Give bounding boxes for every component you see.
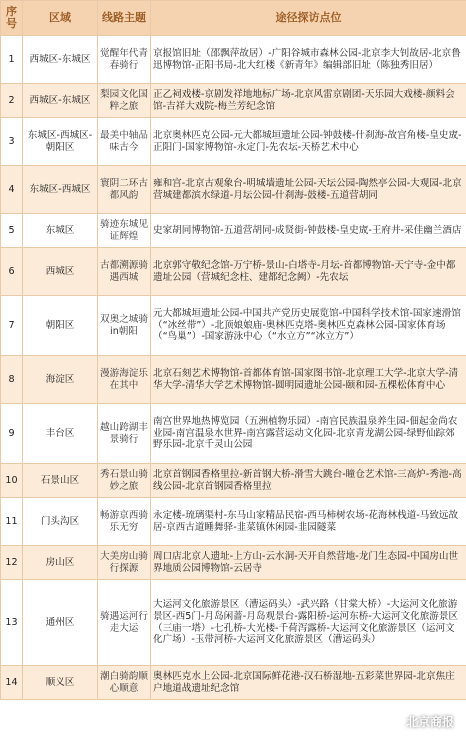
row-area: 东城区 <box>23 214 98 248</box>
row-route: 史家胡同博物馆-五道营胡同-成贤街-钟鼓楼-皇史宬-王府井-采佳幽兰酒店 <box>151 214 466 248</box>
table-row <box>1 498 466 546</box>
row-route: 奥林匹克水上公园-北京国际鲜花港-汉石桥湿地-五彩菜世界园-北京焦庄户地道战遗址纪念馆 <box>151 666 466 700</box>
row-area: 门头沟区 <box>23 498 98 546</box>
table-row <box>1 248 466 296</box>
row-index: 10 <box>1 464 23 498</box>
row-theme: 梨园文化国粹之旅 <box>98 84 151 118</box>
header-index: 序号 <box>1 1 23 36</box>
row-theme: 觉醒年代青春骑行 <box>98 36 151 84</box>
row-route: 元大都城垣遗址公园-中国共产党历史展览馆-中国科学技术馆-国家速滑馆（“冰丝带”）-北顶娘娘庙-奥林匹克塔-奥林匹克森林公园-国家体育场（“鸟巢”）-国家游泳中心（“水立方”“冰立方”） <box>151 296 466 356</box>
row-area: 海淀区 <box>23 356 98 404</box>
row-area: 西城区-东城区 <box>23 84 98 118</box>
row-theme: 最美中轴品味古今 <box>98 118 151 166</box>
row-theme: 骑遇运河行走大运 <box>98 580 151 666</box>
row-theme: 漫游海淀乐在其中 <box>98 356 151 404</box>
row-route: 北京郭守敬纪念馆-万宁桥-景山-白塔寺-月坛-首都博物馆-天宁寺-金中都遗址公园（营城纪念柱、建都纪念阙）-先农坛 <box>151 248 466 296</box>
row-area: 西城区 <box>23 248 98 296</box>
row-area: 房山区 <box>23 546 98 580</box>
row-index: 4 <box>1 166 23 214</box>
row-index: 2 <box>1 84 23 118</box>
row-area: 丰台区 <box>23 404 98 464</box>
table-row <box>1 666 466 700</box>
row-route: 北京石刻艺术博物馆-首都体育馆-国家图书馆-北京理工大学-北京大学-清华大学-清华大学艺术博物馆-圆明园遗址公园-颐和园-五棵松体育中心 <box>151 356 466 404</box>
row-theme: 大美房山骑行探源 <box>98 546 151 580</box>
row-area: 东城区-西城区 <box>23 166 98 214</box>
row-theme: 寰阴二环古都风韵 <box>98 166 151 214</box>
row-index: 12 <box>1 546 23 580</box>
table-row <box>1 356 466 404</box>
table-row <box>1 214 466 248</box>
row-route: 雍和宫-北京古观象台-明城墙遗址公园-天坛公园-陶然亭公园-大观园-北京营城建都滨水绿道-月坛公园-什刹海-鼓楼-五道营胡同 <box>151 166 466 214</box>
table-header-row <box>1 1 466 36</box>
row-area: 朝阳区 <box>23 296 98 356</box>
row-route: 京报馆旧址（邵飘萍故居）-广阳谷城市森林公园-北京李大钊故居-北京鲁迅博物馆-正阳书局-北大红楼《新青年》编辑部旧址（陈独秀旧居） <box>151 36 466 84</box>
watermark-logo: 北京商报 <box>405 715 454 729</box>
table-row <box>1 580 466 666</box>
row-index: 11 <box>1 498 23 546</box>
row-index: 6 <box>1 248 23 296</box>
row-route: 永定楼-琉璃渠村-东马山家精品民宿-西马柿树农场-花海林栈道-马致远故居-京西古道睡舞驿-韭菜镇休闲园-韭园隧菜 <box>151 498 466 546</box>
row-route: 南宫世界地热博览园（五洲植物乐园）-南宫民族温泉养生园-佃起金尚农业园-南宫温泉水世界-南宫露营运动文化园-北京青龙湖公园-绿野仙踪郊野乐园-北京千灵山公园 <box>151 404 466 464</box>
table-row <box>1 546 466 580</box>
row-index: 8 <box>1 356 23 404</box>
row-route: 大运河文化旅游景区（漕运码头）-武兴路（甘棠大桥）-大运河文化旅游景区-西5门-月岛闲蔷-月岛观景台-露阳桥-运河东桥-大运河文化旅游景区（三庙一塔）-七孔桥-大光楼-千荷泻露桥-大运河文化旅游景区（运河文化广场）-玉带河桥-大运河文化旅游景区（漕运码头） <box>151 580 466 666</box>
row-theme: 古都溯源骑遇西城 <box>98 248 151 296</box>
row-area: 东城区-西城区-朝阳区 <box>23 118 98 166</box>
row-area: 西城区-东城区 <box>23 36 98 84</box>
row-index: 14 <box>1 666 23 700</box>
row-area: 石景山区 <box>23 464 98 498</box>
table-row <box>1 118 466 166</box>
table-row <box>1 464 466 498</box>
table-row <box>1 166 466 214</box>
row-route: 北京首钢园香格里拉-新首钢大桥-滑雪大跳台-瞳仓艺术馆-三高炉-秀池-高线公园-北京首钢园香格里拉 <box>151 464 466 498</box>
row-route: 北京奥林匹克公园-元大都城垣遗址公园-钟鼓楼-什刹海-故宫角楼-皇史宬-正阳门-国家博物馆-永定门-先农坛-天桥艺术中心 <box>151 118 466 166</box>
row-theme: 越山跨湖丰景骑行 <box>98 404 151 464</box>
row-index: 9 <box>1 404 23 464</box>
row-route: 周口店北京人遗址-上方山-云水洞-天开自然营地-龙门生态园-中国房山世界地质公园博物馆-云居寺 <box>151 546 466 580</box>
row-route: 正乙祠戏楼-京剧发祥地地标广场-北京风雷京剧团-天乐园大戏楼-颜料会馆-吉祥大戏院-梅兰芳纪念馆 <box>151 84 466 118</box>
row-theme: 双奥之城骑in朝阳 <box>98 296 151 356</box>
row-index: 13 <box>1 580 23 666</box>
row-area: 顺义区 <box>23 666 98 700</box>
row-index: 5 <box>1 214 23 248</box>
row-index: 7 <box>1 296 23 356</box>
header-route: 途径探访点位 <box>151 1 466 36</box>
row-index: 1 <box>1 36 23 84</box>
row-theme: 潮白骑韵顺心顺意 <box>98 666 151 700</box>
row-area: 通州区 <box>23 580 98 666</box>
table-row <box>1 296 466 356</box>
table-row <box>1 36 466 84</box>
row-theme: 骑迹东城见证辉煌 <box>98 214 151 248</box>
row-index: 3 <box>1 118 23 166</box>
table-row <box>1 404 466 464</box>
row-theme: 畅游京西骑乐无穷 <box>98 498 151 546</box>
header-area: 区域 <box>23 1 98 36</box>
table-row <box>1 84 466 118</box>
header-theme: 线路主题 <box>98 1 151 36</box>
row-theme: 秀石景山骑妙之旅 <box>98 464 151 498</box>
